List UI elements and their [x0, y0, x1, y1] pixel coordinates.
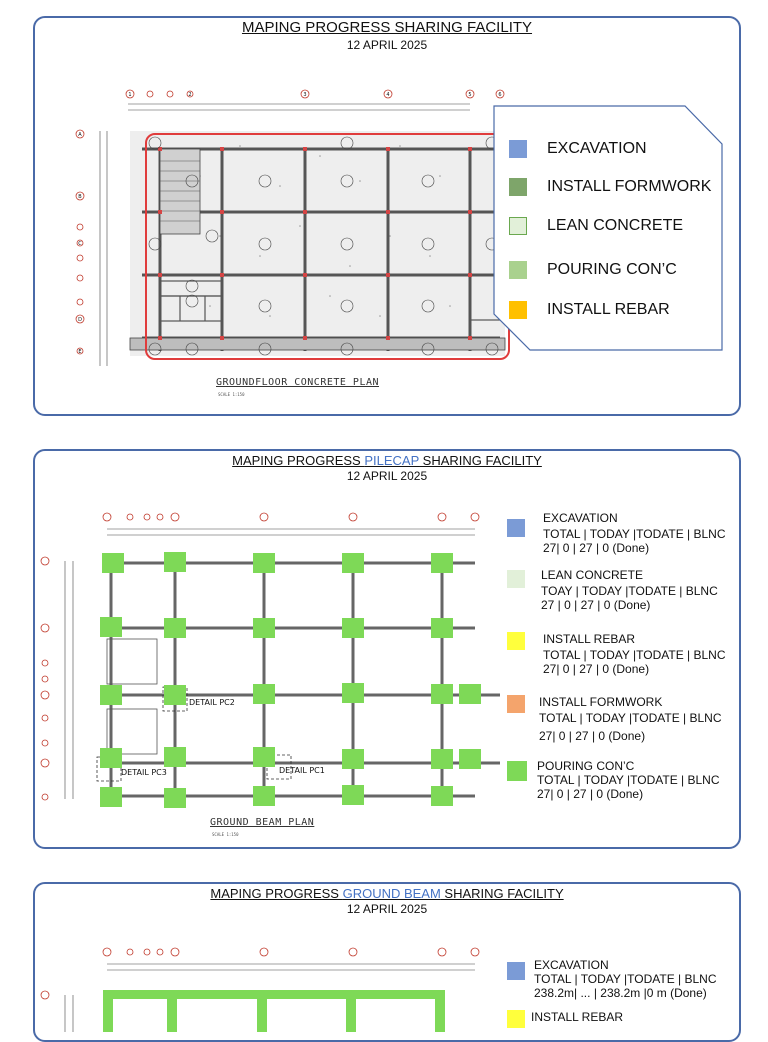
grid-label-d: D — [78, 317, 82, 323]
legend-line2: 27| 0 | 27 | 0 (Done) — [539, 729, 646, 743]
excavation-swatch — [507, 962, 525, 980]
legend-name: EXCAVATION — [543, 511, 618, 525]
legend-install-formwork — [507, 695, 722, 743]
plan-caption: GROUNDFLOOR CONCRETE PLAN — [216, 377, 380, 388]
lean-concrete-swatch — [507, 570, 525, 588]
rebar-swatch — [507, 1010, 525, 1028]
pouring-swatch — [509, 261, 527, 279]
grid-label-1: 1 — [128, 92, 132, 98]
legend-install-rebar — [507, 632, 726, 676]
grid-label-3: 3 — [303, 92, 307, 98]
legend-line2: 27| 0 | 27 | 0 (Done) — [537, 787, 644, 801]
legend-label: INSTALL REBAR — [547, 301, 670, 318]
panel-date: 12 APRIL 2025 — [346, 902, 428, 916]
excavation-swatch — [509, 140, 527, 158]
grid-label-4: 4 — [386, 92, 390, 98]
legend-excavation — [509, 140, 647, 158]
grid-label-b: B — [78, 194, 82, 200]
legend-install-formwork — [509, 178, 711, 196]
groundfloor-concrete-plan — [60, 86, 510, 406]
detail-pc2-label: DETAIL PC2 — [189, 698, 235, 707]
legend-line2: 238.2m| ... | 238.2m |0 m (Done) — [534, 986, 707, 1000]
plan-caption-scale: SCALE 1:150 — [212, 832, 239, 837]
legend-excavation — [507, 958, 717, 1000]
detail-pc1-label: DETAIL PC1 — [279, 766, 325, 775]
panel-title: MAPING PROGRESS GROUND BEAM SHARING FACILITY — [210, 886, 564, 901]
legend-name: INSTALL FORMWORK — [539, 695, 663, 709]
legend-line1: TOTAL | TODAY |TODATE | BLNC — [543, 527, 726, 541]
grid-label-6: 6 — [498, 92, 502, 98]
legend-line2: 27 | 0 | 27 | 0 (Done) — [541, 598, 651, 612]
legend-name: INSTALL REBAR — [543, 632, 636, 646]
legend-line1: TOTAL | TODAY |TODATE | BLNC — [537, 773, 720, 787]
legend-name: POURING CON’C — [537, 759, 635, 773]
plan-caption: GROUND BEAM PLAN — [210, 817, 315, 828]
grid-label-a: A — [78, 132, 82, 138]
progress-panel-groundfloor — [33, 16, 741, 416]
grid-label-2: 2 — [188, 92, 192, 98]
legend-line1: TOTAL | TODAY |TODATE | BLNC — [534, 972, 717, 986]
grid-label-5: 5 — [468, 92, 472, 98]
pouring-swatch — [507, 761, 527, 781]
ground-beam-plan — [35, 942, 500, 1032]
legend-line2: 27| 0 | 27 | 0 (Done) — [543, 541, 650, 555]
detail-pc3-label: DETAIL PC3 — [121, 768, 167, 777]
legend-line2: 27| 0 | 27 | 0 (Done) — [543, 662, 650, 676]
panel-date: 12 APRIL 2025 — [346, 38, 428, 52]
legend-install-rebar — [507, 1010, 623, 1028]
rebar-swatch — [509, 301, 527, 319]
formwork-swatch — [507, 695, 525, 713]
grid-label-e: E — [78, 349, 82, 355]
grid-label-c: C — [78, 241, 82, 247]
panel-date: 12 APRIL 2025 — [346, 469, 428, 483]
legend-lean-concrete — [509, 217, 683, 235]
formwork-swatch — [509, 178, 527, 196]
legend-label: INSTALL FORMWORK — [547, 178, 712, 195]
legend-name: LEAN CONCRETE — [541, 568, 644, 582]
panel-title: MAPING PROGRESS SHARING FACILITY — [241, 19, 533, 36]
plan-caption-scale: SCALE 1:150 — [218, 392, 245, 397]
legend-label: EXCAVATION — [547, 140, 647, 157]
legend-name: INSTALL REBAR — [531, 1010, 624, 1024]
progress-panel-ground-beam — [33, 882, 741, 1042]
panel-title: MAPING PROGRESS PILECAP SHARING FACILITY — [232, 453, 542, 468]
lean-concrete-swatch — [509, 217, 527, 235]
legend-pouring-concrete — [509, 261, 677, 279]
excavation-swatch — [507, 519, 525, 537]
rebar-swatch — [507, 632, 525, 650]
legend-line1: TOAY | TODAY |TODATE | BLNC — [541, 584, 718, 598]
legend-name: EXCAVATION — [534, 958, 609, 972]
legend-lean-concrete — [507, 568, 718, 612]
legend-line1: TOTAL | TODAY |TODATE | BLNC — [539, 711, 722, 725]
legend-install-rebar — [509, 301, 670, 319]
pilecap-plan — [35, 509, 500, 809]
progress-panel-pilecap — [33, 449, 741, 849]
legend-excavation — [507, 511, 726, 555]
legend-pouring-concrete — [507, 759, 720, 801]
legend-label: POURING CON’C — [547, 261, 677, 278]
legend-line1: TOTAL | TODAY |TODATE | BLNC — [543, 648, 726, 662]
legend-label: LEAN CONCRETE — [547, 217, 684, 234]
